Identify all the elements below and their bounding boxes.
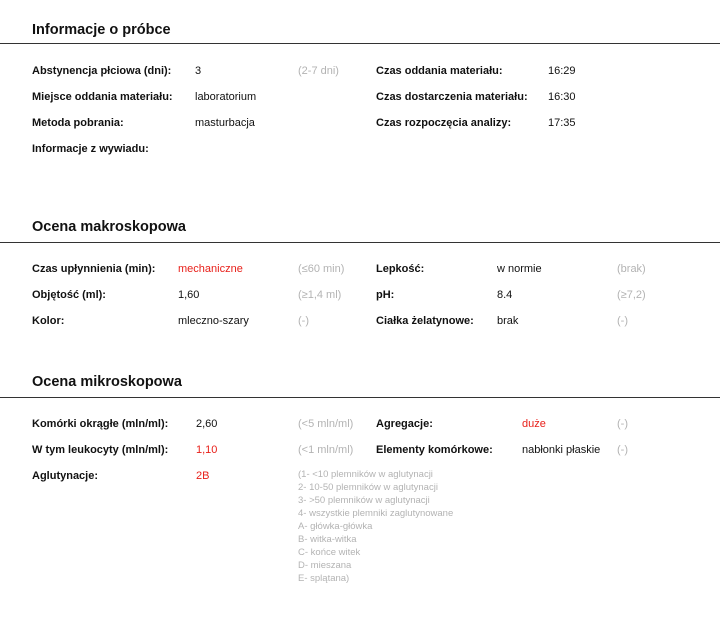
cellular-elements-range: (-) [617, 444, 628, 456]
abstinence-value: 3 [195, 65, 202, 77]
abstinence-label: Abstynencja płciowa (dni): [32, 65, 172, 77]
viscosity-range: (brak) [617, 263, 646, 275]
leukocytes-range: (<1 mln/ml) [298, 444, 354, 456]
delivery-time-label: Czas oddania materiału: [376, 65, 503, 77]
round-cells-label: Komórki okrągłe (mln/ml): [32, 418, 169, 430]
round-cells-range: (<5 mln/ml) [298, 418, 354, 430]
section-title-sample-info: Informacje o próbce [32, 22, 171, 38]
gelatinous-bodies-value: brak [497, 315, 519, 327]
liquefaction-label: Czas upłynnienia (min): [32, 263, 156, 275]
viscosity-value: w normie [497, 263, 542, 275]
cellular-elements-value: nabłonki płaskie [522, 444, 601, 456]
volume-range: (≥1,4 ml) [298, 289, 342, 301]
viscosity-label: Lepkość: [376, 263, 425, 275]
color-value: mleczno-szary [178, 315, 249, 327]
legend-line: D- mieszana [298, 560, 352, 571]
legend-line: 3- >50 plemników w aglutynacji [298, 495, 430, 506]
volume-value: 1,60 [178, 289, 200, 301]
legend-line: A- główka-główka [298, 521, 373, 532]
aggregation-label: Agregacje: [376, 418, 433, 430]
aggregation-value: duże [522, 418, 546, 430]
legend-line: 2- 10-50 plemników w aglutynacji [298, 482, 438, 493]
legend-line: B- witka-witka [298, 534, 357, 545]
legend-line: 4- wszystkie plemniki zaglutynowane [298, 508, 454, 519]
agglutination-legend [298, 468, 453, 585]
collection-method-label: Metoda pobrania: [32, 117, 124, 129]
ph-range: (≥7,2) [617, 289, 646, 301]
arrival-time-value: 16:30 [548, 91, 576, 103]
volume-label: Objętość (ml): [32, 289, 106, 301]
color-label: Kolor: [32, 315, 65, 327]
color-range: (-) [298, 315, 309, 327]
delivery-time-value: 16:29 [548, 65, 576, 77]
cellular-elements-label: Elementy komórkowe: [376, 444, 493, 456]
interview-info-label: Informacje z wywiadu: [32, 143, 149, 155]
legend-line: (1- <10 plemników w aglutynacji [298, 469, 433, 480]
section-title-micro: Ocena mikroskopowa [32, 374, 182, 390]
gelatinous-bodies-label: Ciałka żelatynowe: [376, 315, 474, 327]
ph-value: 8.4 [497, 289, 513, 301]
gelatinous-bodies-range: (-) [617, 315, 628, 327]
collection-method-value: masturbacja [195, 117, 255, 129]
section-divider [0, 397, 720, 398]
legend-line: E- splątana) [298, 573, 350, 584]
round-cells-value: 2,60 [196, 418, 218, 430]
section-divider [0, 242, 720, 243]
aggregation-range: (-) [617, 418, 628, 430]
collection-place-value: laboratorium [195, 91, 257, 103]
collection-place-label: Miejsce oddania materiału: [32, 91, 173, 103]
arrival-time-label: Czas dostarczenia materiału: [376, 91, 528, 103]
agglutination-value: 2B [196, 470, 210, 482]
leukocytes-value: 1,10 [196, 444, 218, 456]
liquefaction-value: mechaniczne [178, 263, 243, 275]
analysis-start-value: 17:35 [548, 117, 576, 129]
liquefaction-range: (≤60 min) [298, 263, 345, 275]
section-title-macro: Ocena makroskopowa [32, 219, 186, 235]
agglutination-label: Aglutynacje: [32, 470, 99, 482]
legend-line: C- końce witek [298, 547, 361, 558]
section-divider [0, 43, 720, 44]
ph-label: pH: [376, 289, 395, 301]
leukocytes-label: W tym leukocyty (mln/ml): [32, 444, 169, 456]
analysis-start-label: Czas rozpoczęcia analizy: [376, 117, 512, 129]
abstinence-range: (2-7 dni) [298, 65, 339, 77]
